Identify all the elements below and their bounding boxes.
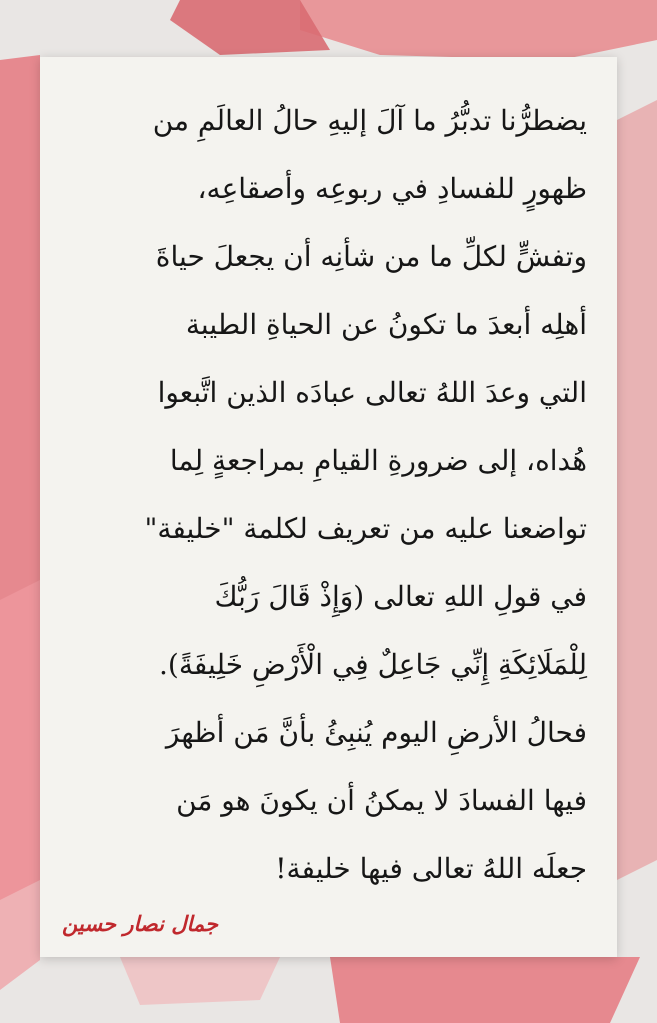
text-line-11: فيها الفسادَ لا يمكنُ أن يكونَ هو مَن: [176, 784, 587, 817]
text-line-8: في قولِ اللهِ تعالى (وَإِذْ قَالَ رَبُّكَ: [214, 580, 587, 613]
text-line-3: وتفشٍّ لكلِّ ما من شأنِه أن يجعلَ حياةَ: [155, 240, 587, 273]
brush-stroke-left-lower: [0, 580, 40, 990]
brush-stroke-right: [617, 100, 657, 880]
text-line-7: تواضعنا عليه من تعريف لكلمة "خليفة": [144, 512, 587, 545]
text-line-5: التي وعدَ اللهُ تعالى عبادَه الذين اتَّبعوا: [157, 376, 587, 409]
text-line-4: أهلِه أبعدَ ما تكونُ عن الحياةِ الطيبة: [185, 308, 587, 341]
brush-stroke-bottom-left: [120, 957, 280, 1005]
text-line-6: هُداه، إلى ضرورةِ القيامِ بمراجعةٍ لِما: [169, 444, 587, 477]
quote-card: [40, 57, 617, 957]
text-line-10: فحالُ الأرضِ اليوم يُنبِئُ بأنَّ مَن أظهرَ: [165, 716, 587, 749]
text-line-9: لِلْمَلَائِكَةِ إِنِّي جَاعِلٌ فِي الْأَرْضِ خَلِيفَةً).: [159, 648, 587, 681]
article-text: [70, 87, 587, 903]
brush-stroke-top: [300, 0, 657, 60]
author-signature: جمال نصار حسين: [62, 912, 219, 936]
text-line-1: يضطرُّنا تدبُّرُ ما آلَ إليهِ حالُ العالَمِ من: [152, 104, 587, 137]
brush-stroke-bottom: [330, 957, 640, 1023]
text-line-2: ظهورٍ للفسادِ في ربوعِه وأصقاعِه،: [197, 172, 587, 205]
text-line-12: جعلَه اللهُ تعالى فيها خليفة!: [275, 852, 587, 885]
